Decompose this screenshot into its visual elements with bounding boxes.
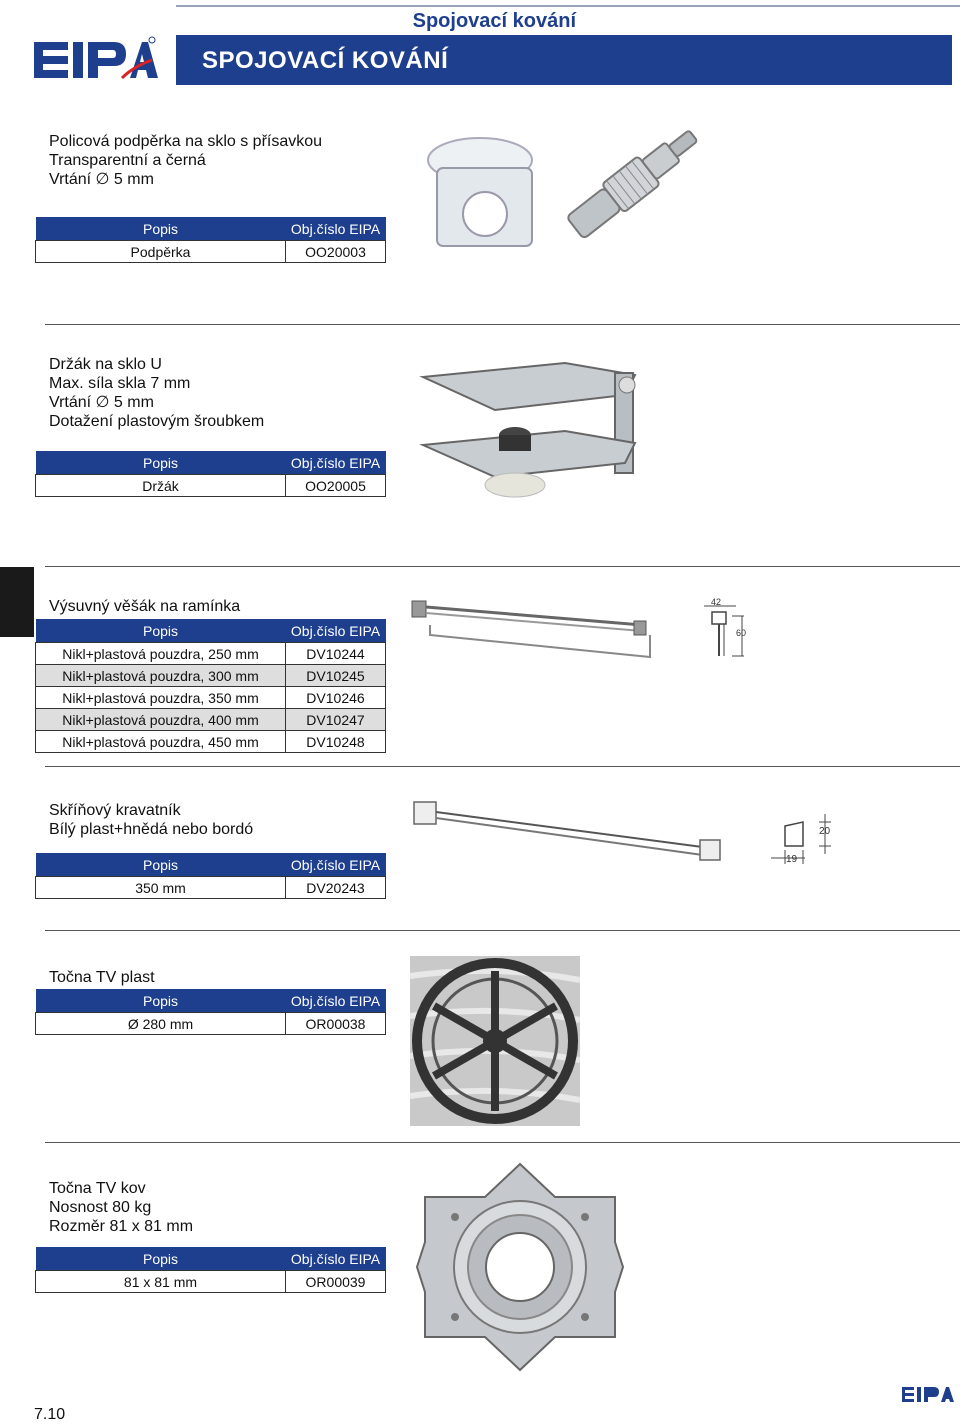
table-row	[36, 475, 386, 497]
product-desc-cell: Nikl+plastová pouzdra, 400 mm	[36, 709, 286, 731]
section-divider	[45, 1142, 960, 1143]
table-row	[36, 643, 386, 665]
side-tab-marker	[0, 567, 34, 637]
tie-rack-dimension-drawing	[765, 808, 845, 875]
product-code-cell: OO20003	[286, 241, 386, 263]
product-table	[35, 217, 386, 263]
column-header: Obj.číslo EIPA	[286, 217, 386, 241]
product-description	[49, 1179, 193, 1236]
product-table	[35, 619, 386, 753]
product-table	[35, 853, 386, 899]
column-header: Obj.číslo EIPA	[286, 451, 386, 475]
column-header: Popis	[36, 217, 286, 241]
description-line: Rozměr 81 x 81 mm	[49, 1218, 194, 1235]
metal-turntable-image	[415, 1162, 625, 1377]
table-row	[36, 1271, 386, 1293]
header-rule	[176, 5, 960, 7]
product-desc-cell: Nikl+plastová pouzdra, 250 mm	[36, 643, 286, 665]
product-description	[49, 132, 322, 189]
product-desc-cell: Nikl+plastová pouzdra, 300 mm	[36, 665, 286, 687]
product-code-cell: DV10247	[286, 709, 386, 731]
product-code-cell: DV10245	[286, 665, 386, 687]
description-line: Točna TV plast	[49, 969, 155, 986]
description-line: Držák na sklo U	[49, 356, 162, 373]
column-header: Popis	[36, 619, 286, 643]
table-row	[36, 1013, 386, 1035]
tie-rack-image	[412, 800, 722, 875]
description-line: Vrtání ∅ 5 mm	[49, 394, 154, 411]
product-table	[35, 1247, 386, 1293]
product-desc-cell: Ø 280 mm	[36, 1013, 286, 1035]
column-header: Obj.číslo EIPA	[286, 989, 386, 1013]
header-band-title: SPOJOVACÍ KOVÁNÍ	[202, 47, 449, 74]
section-divider	[45, 930, 960, 931]
product-desc-cell: Nikl+plastová pouzdra, 350 mm	[36, 687, 286, 709]
product-code-cell: OO20005	[286, 475, 386, 497]
table-row	[36, 731, 386, 753]
description-line: Bílý plast+hnědá nebo bordó	[49, 821, 254, 838]
description-line: Výsuvný věšák na ramínka	[49, 598, 241, 615]
header-band	[176, 35, 952, 85]
table-row	[36, 687, 386, 709]
description-line: Skříňový kravatník	[49, 802, 181, 819]
product-desc-cell: Nikl+plastová pouzdra, 450 mm	[36, 731, 286, 753]
dimension-label: 20	[819, 826, 831, 837]
product-desc-cell: Podpěrka	[36, 241, 286, 263]
section-divider	[45, 324, 960, 325]
product-description	[49, 968, 155, 987]
column-header: Popis	[36, 1247, 286, 1271]
product-code-cell: DV20243	[286, 877, 386, 899]
product-code-cell: DV10246	[286, 687, 386, 709]
column-header: Obj.číslo EIPA	[286, 853, 386, 877]
eipa-footer-logo	[902, 1385, 954, 1405]
product-desc-cell: Držák	[36, 475, 286, 497]
dimension-label: 19	[786, 854, 798, 865]
page-header-title: Spojovací kování	[412, 10, 576, 32]
product-table	[35, 989, 386, 1035]
description-line: Nosnost 80 kg	[49, 1199, 152, 1216]
column-header: Popis	[36, 989, 286, 1013]
product-code-cell: DV10244	[286, 643, 386, 665]
glass-holder-image	[415, 355, 655, 510]
product-table	[35, 451, 386, 497]
column-header: Obj.číslo EIPA	[286, 1247, 386, 1271]
table-row	[36, 665, 386, 687]
product-description	[49, 597, 240, 616]
column-header: Popis	[36, 853, 286, 877]
description-line: Policová podpěrka na sklo s přísavkou	[49, 133, 323, 150]
table-row	[36, 877, 386, 899]
description-line: Točna TV kov	[49, 1180, 146, 1197]
table-row	[36, 709, 386, 731]
dimension-label: 60	[736, 628, 747, 638]
description-line: Vrtání ∅ 5 mm	[49, 171, 154, 188]
description-line: Dotažení plastovým šroubkem	[49, 413, 265, 430]
section-divider	[45, 566, 960, 567]
product-code-cell: DV10248	[286, 731, 386, 753]
plastic-turntable-image	[410, 956, 580, 1131]
product-code-cell: OR00038	[286, 1013, 386, 1035]
dimension-label: 42	[711, 597, 722, 607]
product-code-cell: OR00039	[286, 1271, 386, 1293]
column-header: Obj.číslo EIPA	[286, 619, 386, 643]
rail-dimension-drawing	[700, 594, 760, 665]
description-line: Transparentní a černá	[49, 152, 206, 169]
suction-support-image	[425, 128, 715, 273]
pull-out-rail-image	[410, 595, 660, 670]
eipa-logo	[34, 36, 158, 84]
column-header: Popis	[36, 451, 286, 475]
product-description	[49, 355, 264, 431]
page-number: 7.10	[34, 1406, 66, 1423]
product-description	[49, 801, 253, 839]
product-desc-cell: 350 mm	[36, 877, 286, 899]
table-row	[36, 241, 386, 263]
product-desc-cell: 81 x 81 mm	[36, 1271, 286, 1293]
section-divider	[45, 766, 960, 767]
description-line: Max. síla skla 7 mm	[49, 375, 191, 392]
